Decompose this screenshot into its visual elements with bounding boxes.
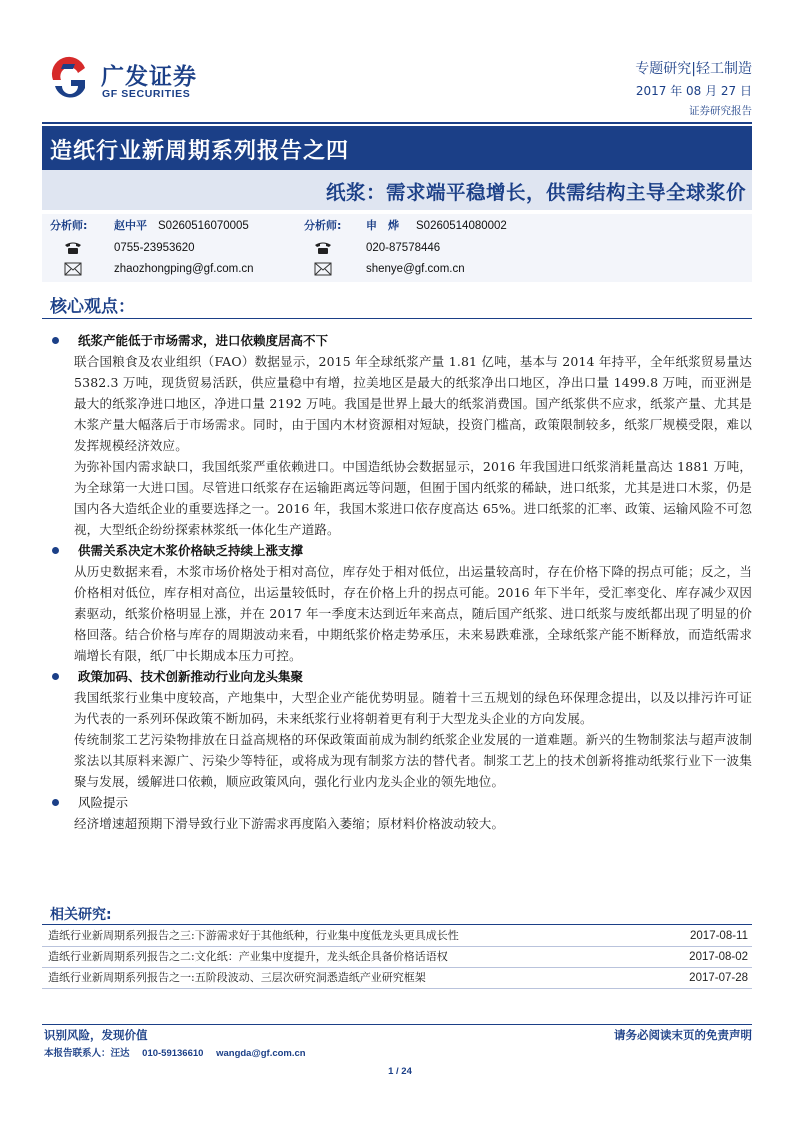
footer-slogan: 识别风险，发现价值 — [44, 1028, 148, 1042]
related-report-name: 造纸行业新周期系列报告之三:下游需求好于其他纸种，行业集中度低龙头更具成长性 — [48, 929, 459, 942]
list-item[interactable] — [42, 926, 752, 947]
report-type: 专题研究|轻工制造 — [635, 61, 752, 77]
paragraph: 为弥补国内需求缺口，我国纸浆严重依赖进口。中国造纸协会数据显示，2016 年我国进口纸浆消耗量高达 1881 万吨，为全球第一大进口国。尽管进口纸浆存在运输距离远等问题，但囿于国内纸浆的稀缺，进口纸浆，尤其是进口木浆，仍是国内各大造纸企业的重要选择之一。2016 年，我国木浆进口依存度高达 65%。进口纸浆的汇率、政策、运输风险不可忽视，大型纸企纷纷探索林浆纸一体化生产道路。 — [74, 459, 752, 537]
related-report-date: 2017-08-02 — [689, 951, 748, 963]
header-divider — [42, 122, 752, 124]
related-report-name: 造纸行业新周期系列报告之一:五阶段波动、三层次研究洞悉造纸产业研究框架 — [48, 971, 426, 984]
mail-icon — [64, 262, 82, 276]
related-report-date: 2017-08-11 — [690, 930, 748, 942]
related-research-divider — [42, 924, 752, 925]
related-research-title: 相关研究: — [50, 907, 112, 923]
analyst-label-2: 分析师: — [304, 219, 342, 232]
analyst-2-code: S0260514080002 — [416, 220, 507, 232]
contact-email[interactable]: wangda@gf.com.cn — [216, 1048, 306, 1059]
phone-icon — [314, 241, 332, 255]
subtitle-band — [42, 170, 752, 210]
mail-icon — [314, 262, 332, 276]
bullet-dot-icon — [52, 673, 59, 680]
list-item[interactable] — [42, 947, 752, 968]
title-band — [42, 126, 752, 170]
section-heading: 风险提示 — [52, 792, 752, 813]
analyst-1-name: 赵中平 — [114, 219, 147, 232]
contact-phone: 010-59136610 — [142, 1048, 204, 1059]
report-title: 造纸行业新周期系列报告之四 — [50, 139, 350, 164]
bullet-dot-icon — [52, 547, 59, 554]
analyst-1-email[interactable]: zhaozhongping@gf.com.cn — [114, 263, 254, 275]
contact-name: 本报告联系人：汪达 — [44, 1048, 130, 1059]
report-kind: 证券研究报告 — [689, 105, 752, 117]
section-heading: 供需关系决定木浆价格缺乏持续上涨支撑 — [52, 540, 752, 561]
report-meta — [635, 58, 752, 118]
core-views-content — [52, 330, 752, 834]
paragraph: 联合国粮食及农业组织（FAO）数据显示，2015 年全球纸浆产量 1.81 亿吨，基本与 2014 年持平，全年纸浆贸易量达 5382.3 万吨，现货贸易活跃，供应量稳中有增，拉美地区是最大的纸浆净出口地区，净出口量 1499.8 万吨，而亚洲是最大的纸浆净进口地区，净进口量 2192 万吨。我国是世界上最大的纸浆消费国。国产纸浆供不应求，纸浆产量、尤其是木浆产量大幅落后于市场需求。同时，由于国内木材资源相对短缺，投资门槛高，政策限制较多，纸浆厂规模受限，难以发挥规模经济效应。 — [74, 354, 752, 453]
analyst-1-phone: 0755-23953620 — [114, 242, 195, 254]
bullet-dot-icon — [52, 799, 59, 806]
paragraph: 我国纸浆行业集中度较高，产地集中，大型企业产能优势明显。随着十三五规划的绿色环保理念提出，以及以排污许可证为代表的一系列环保政策不断加码，未来纸浆行业将朝着更有利于大型龙头企业的方向发展。 — [74, 690, 752, 726]
analyst-name-row — [42, 216, 752, 236]
bullet-dot-icon — [52, 337, 59, 344]
section-heading: 纸浆产能低于市场需求，进口依赖度居高不下 — [52, 330, 752, 351]
paragraph: 传统制浆工艺污染物排放在日益高规格的环保政策面前成为制约纸浆企业发展的一道难题。新兴的生物制浆法与超声波制浆法以其原料来源广、污染少等特征，或将成为现有制浆方法的替代者。制浆工艺上的技术创新将推动纸浆行业下一波集聚与发展，缓解进口依赖，顺应政策风向，强化行业内龙头企业的领先地位。 — [74, 732, 752, 789]
analyst-block — [42, 214, 752, 282]
report-date: 2017 年 08 月 27 日 — [635, 84, 752, 98]
gf-logo — [45, 56, 220, 104]
list-item[interactable] — [42, 968, 752, 989]
paragraph: 经济增速超预期下滑导致行业下游需求再度陷入萎缩；原材料价格波动较大。 — [74, 816, 505, 831]
analyst-email-row — [42, 259, 752, 279]
analyst-phone-row — [42, 238, 752, 258]
paragraph: 从历史数据来看，木浆市场价格处于相对高位，库存处于相对低位，出运量较高时，存在价格下降的拐点可能；反之，当价格相对低位，库存相对高位，出运量较低时，存在价格上升的拐点可能。2016 年下半年，受汇率变化、库存减少双因素驱动，纸浆价格明显上涨，并在 2017 年一季度末达到近年来高点，随后国产纸浆、进口纸浆与废纸都出现了明显的价格回落。结合价格与库存的周期波动来看，中期纸浆价格走势承压，未来易跌难涨，全球纸浆产能不断释放，而造纸需求端增长有限，纸厂中长期成本压力可控。 — [74, 564, 752, 663]
report-subtitle: 纸浆：需求端平稳增长，供需结构主导全球浆价 — [325, 181, 746, 204]
analyst-1-code: S0260516070005 — [158, 220, 249, 232]
logo-text-cn: 广发证券 — [101, 64, 197, 90]
analyst-2-name: 申 烨 — [366, 219, 399, 232]
footer-disclaimer: 请务必阅读末页的免责声明 — [614, 1028, 752, 1042]
footer-contact — [44, 1045, 316, 1059]
gf-logo-mark-icon — [45, 56, 93, 104]
logo-text-en: GF SECURITIES — [102, 88, 191, 100]
related-research-list — [42, 926, 752, 989]
core-views-title: 核心观点： — [50, 297, 135, 317]
phone-icon — [64, 241, 82, 255]
analyst-2-phone: 020-87578446 — [366, 242, 441, 254]
analyst-label: 分析师: — [50, 219, 88, 232]
analyst-2-email[interactable]: shenye@gf.com.cn — [366, 263, 465, 275]
core-views-divider — [42, 318, 752, 319]
related-report-date: 2017-07-28 — [689, 972, 748, 984]
page-number: 1 / 24 — [388, 1066, 412, 1077]
section-heading: 政策加码、技术创新推动行业向龙头集聚 — [52, 666, 752, 687]
footer-divider — [42, 1024, 752, 1025]
related-report-name: 造纸行业新周期系列报告之二:文化纸：产业集中度提升，龙头纸企具备价格话语权 — [48, 950, 448, 963]
